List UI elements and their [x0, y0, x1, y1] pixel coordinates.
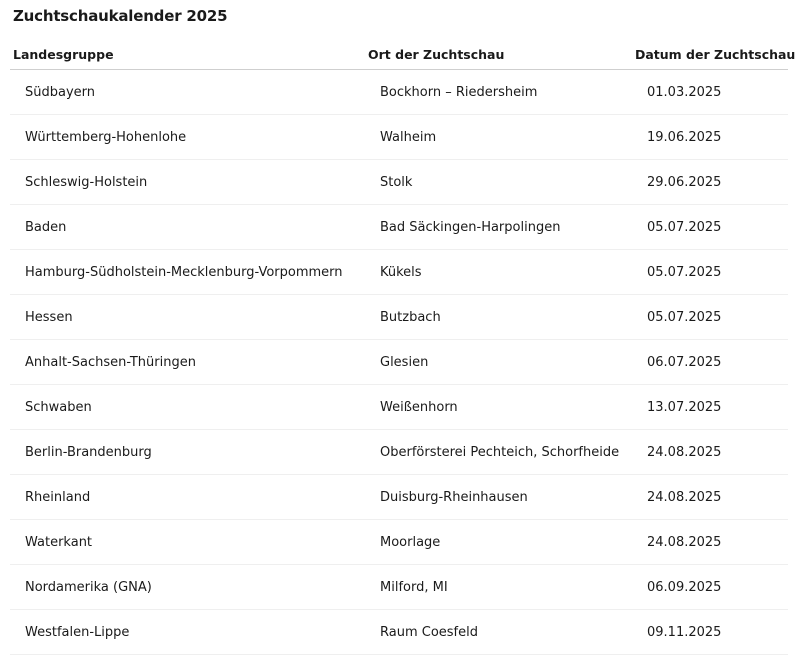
cell-landesgruppe: Berlin-Brandenburg: [10, 430, 365, 475]
cell-datum: 05.07.2025: [630, 295, 788, 340]
column-header-ort[interactable]: Ort der Zuchtschau: [365, 40, 630, 70]
column-header-datum[interactable]: Datum der Zuchtschau: [630, 40, 788, 70]
cell-ort: Bockhorn – Riedersheim: [365, 70, 630, 115]
cell-landesgruppe: Schwaben: [10, 385, 365, 430]
page-title: Zuchtschaukalender 2025: [13, 7, 228, 25]
cell-landesgruppe: Hamburg-Südholstein-Mecklenburg-Vorpommern: [10, 250, 365, 295]
cell-datum: 05.07.2025: [630, 205, 788, 250]
cell-ort: Oberförsterei Pechteich, Schorfheide: [365, 430, 630, 475]
cell-ort: Walheim: [365, 115, 630, 160]
cell-ort: Bad Säckingen-Harpolingen: [365, 205, 630, 250]
cell-landesgruppe: Baden: [10, 205, 365, 250]
show-calendar-table: [10, 40, 796, 655]
cell-datum: 09.11.2025: [630, 610, 788, 655]
table-row: [10, 70, 788, 115]
cell-datum: 13.07.2025: [630, 385, 788, 430]
table-row: [10, 610, 788, 655]
cell-datum: 29.06.2025: [630, 160, 788, 205]
table-row: [10, 205, 788, 250]
cell-datum: 24.08.2025: [630, 520, 788, 565]
cell-ort: Weißenhorn: [365, 385, 630, 430]
cell-ort: Moorlage: [365, 520, 630, 565]
table-row: [10, 385, 788, 430]
cell-landesgruppe: Westfalen-Lippe: [10, 610, 365, 655]
column-header-landesgruppe[interactable]: Landesgruppe: [10, 40, 365, 70]
cell-datum: 06.09.2025: [630, 565, 788, 610]
cell-landesgruppe: Anhalt-Sachsen-Thüringen: [10, 340, 365, 385]
cell-ort: Milford, MI: [365, 565, 630, 610]
cell-ort: Butzbach: [365, 295, 630, 340]
cell-ort: Glesien: [365, 340, 630, 385]
cell-datum: 24.08.2025: [630, 430, 788, 475]
cell-landesgruppe: Waterkant: [10, 520, 365, 565]
cell-ort: Stolk: [365, 160, 630, 205]
cell-ort: Kükels: [365, 250, 630, 295]
cell-landesgruppe: Württemberg-Hohenlohe: [10, 115, 365, 160]
table-header-row: [10, 40, 788, 70]
cell-datum: 05.07.2025: [630, 250, 788, 295]
table-row: [10, 340, 788, 385]
table-row: [10, 430, 788, 475]
table-row: [10, 115, 788, 160]
cell-landesgruppe: Hessen: [10, 295, 365, 340]
table-row: [10, 475, 788, 520]
cell-ort: Raum Coesfeld: [365, 610, 630, 655]
table-row: [10, 250, 788, 295]
cell-landesgruppe: Nordamerika (GNA): [10, 565, 365, 610]
table-row: [10, 295, 788, 340]
table-body: [10, 70, 788, 655]
cell-ort: Duisburg-Rheinhausen: [365, 475, 630, 520]
table-row: [10, 160, 788, 205]
table-row: [10, 520, 788, 565]
cell-landesgruppe: Rheinland: [10, 475, 365, 520]
cell-landesgruppe: Schleswig-Holstein: [10, 160, 365, 205]
table-header: [10, 40, 796, 70]
cell-datum: 01.03.2025: [630, 70, 788, 115]
cell-datum: 19.06.2025: [630, 115, 788, 160]
cell-datum: 06.07.2025: [630, 340, 788, 385]
cell-datum: 24.08.2025: [630, 475, 788, 520]
table-row: [10, 565, 788, 610]
cell-landesgruppe: Südbayern: [10, 70, 365, 115]
